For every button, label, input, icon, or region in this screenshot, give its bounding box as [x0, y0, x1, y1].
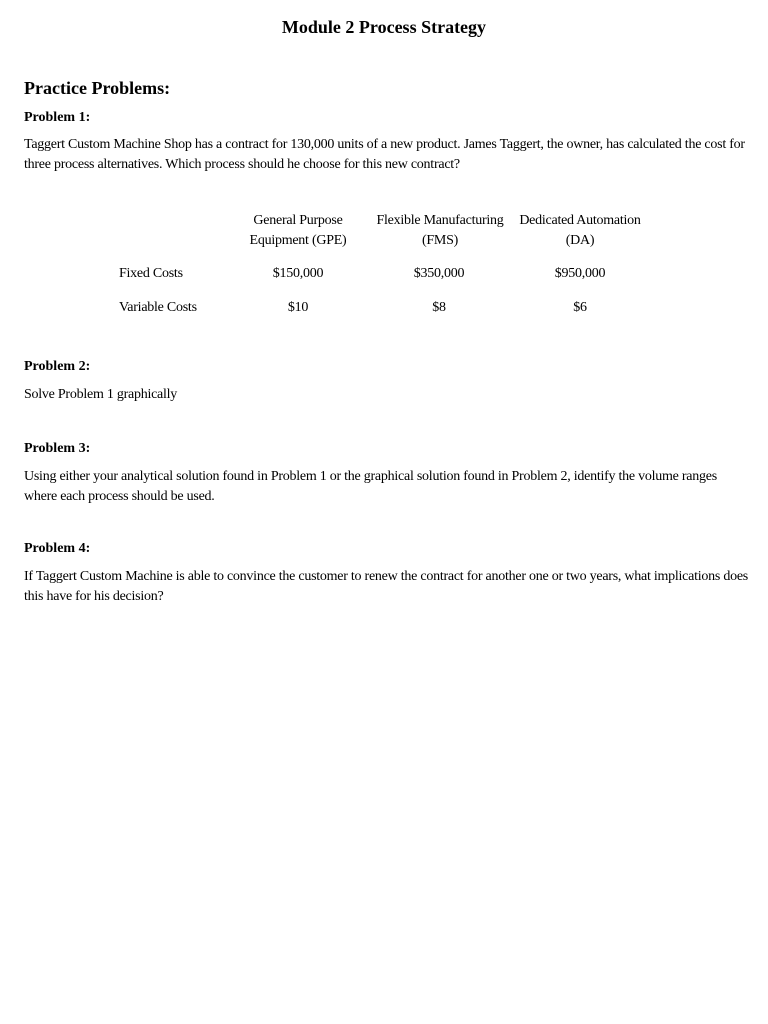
cell-fixed-da: $950,000: [554, 266, 606, 281]
column-header-da-line1: Dedicated Automation: [519, 213, 641, 228]
problem-2-heading: Problem 2:: [24, 359, 91, 374]
problem-3-text: Using either your analytical solution found in Problem 1 or the graphical solution found in Problem 2, identify the volume ranges where each process should be used.: [24, 469, 717, 504]
column-header-da-line2: (DA): [565, 233, 595, 248]
problem-1-text: Taggert Custom Machine Shop has a contract for 130,000 units of a new product. James Taggert, the owner, has calculated the cost for three process alternatives. Which process should he choose for this new contract?: [24, 137, 745, 172]
problem-3-heading: Problem 3:: [24, 441, 91, 456]
cell-variable-da: $6: [573, 300, 587, 315]
row-label-fixed-costs: Fixed Costs: [119, 266, 183, 281]
problem-1-heading: Problem 1:: [24, 110, 91, 125]
cost-table: [0, 211, 768, 331]
problem-4-heading: Problem 4:: [24, 541, 91, 556]
column-header-gpe-line2: Equipment (GPE): [249, 233, 347, 248]
section-heading: Practice Problems:: [24, 78, 171, 98]
problem-2-text: Solve Problem 1 graphically: [24, 387, 178, 402]
column-header-fms-line2: (FMS): [421, 233, 459, 248]
row-label-variable-costs: Variable Costs: [119, 300, 197, 315]
cell-fixed-fms: $350,000: [413, 266, 465, 281]
column-header-fms-line1: Flexible Manufacturing: [376, 213, 504, 228]
problem-4-text: If Taggert Custom Machine is able to convince the customer to renew the contract for another one or two years, what implications does this have for his decision?: [24, 569, 749, 604]
page-title: Module 2 Process Strategy: [281, 17, 487, 37]
column-header-gpe-line1: General Purpose: [253, 213, 343, 228]
cell-variable-fms: $8: [432, 300, 446, 315]
cell-fixed-gpe: $150,000: [272, 266, 324, 281]
cell-variable-gpe: $10: [287, 300, 309, 315]
column-header-da: [510, 211, 650, 251]
column-header-fms: [370, 211, 510, 251]
column-header-gpe: [228, 211, 368, 251]
